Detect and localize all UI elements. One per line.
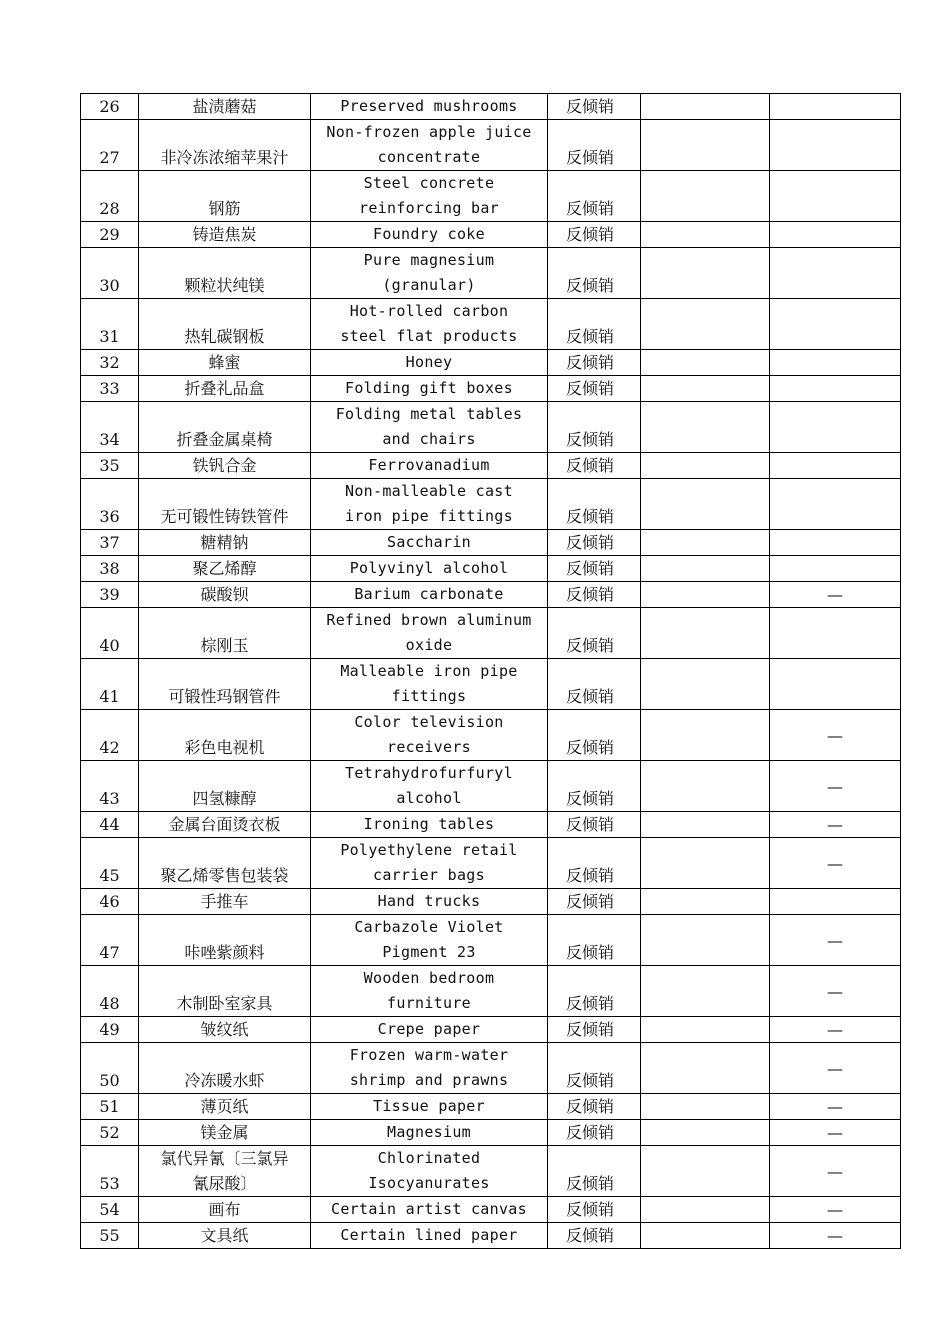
product-name-en-line: Ironing tables [363,815,495,833]
product-name-cn-cell: 铁钒合金 [139,453,311,479]
table-row [81,376,901,402]
table-row [81,171,901,222]
product-name-en-line: furniture [387,994,471,1012]
product-name-en-line: Certain lined paper [340,1226,518,1244]
product-name-cn-cell: 盐渍蘑菇 [139,94,311,120]
column-6-cell: — [770,1197,901,1223]
product-name-en-line: Crepe paper [377,1020,481,1038]
product-name-en-cell [311,889,548,915]
product-name-en-line: Malleable iron pipe [340,662,518,680]
row-number-cell: 36 [81,479,139,530]
column-6-cell: — [770,710,901,761]
case-type-cell: 反倾销 [548,608,641,659]
table-row [81,889,901,915]
case-type-cell: 反倾销 [548,248,641,299]
column-5-cell [641,120,770,171]
row-number-cell: 45 [81,838,139,889]
column-5-cell [641,94,770,120]
product-name-en-cell [311,659,548,710]
column-6-cell [770,120,901,171]
row-number-cell: 37 [81,530,139,556]
column-6-cell: — [770,1120,901,1146]
product-name-en-line: Tetrahydrofurfuryl [345,764,513,782]
product-name-en-line: Saccharin [387,533,471,551]
product-name-en-line: shrimp and prawns [349,1071,509,1089]
product-name-en-line: Color television [354,713,504,731]
product-name-cn-cell: 木制卧室家具 [139,966,311,1017]
case-type-cell: 反倾销 [548,1017,641,1043]
product-name-en-cell [311,1146,548,1197]
product-name-en-cell [311,608,548,659]
case-table [80,93,901,1249]
column-6-cell [770,889,901,915]
row-number-cell: 35 [81,453,139,479]
product-name-en-cell [311,479,548,530]
product-name-cn-cell: 颗粒状纯镁 [139,248,311,299]
product-name-en-line: iron pipe fittings [345,507,513,525]
case-type-cell: 反倾销 [548,94,641,120]
product-name-cn-cell: 画布 [139,1197,311,1223]
product-name-cn-cell: 非冷冻浓缩苹果汁 [139,120,311,171]
case-type-cell: 反倾销 [548,582,641,608]
row-number-cell: 55 [81,1223,139,1249]
product-name-en-line: Non-frozen apple juice [326,123,532,141]
column-6-cell [770,479,901,530]
case-type-cell: 反倾销 [548,838,641,889]
column-6-cell [770,248,901,299]
case-type-cell: 反倾销 [548,915,641,966]
product-name-en-cell [311,582,548,608]
product-name-en-line: Non-malleable cast [345,482,513,500]
product-name-en-line: reinforcing bar [359,199,499,217]
product-name-cn-cell: 四氢糠醇 [139,761,311,812]
case-type-cell: 反倾销 [548,659,641,710]
column-5-cell [641,376,770,402]
product-name-en-line: Ferrovanadium [368,456,490,474]
product-name-en-line: Pure magnesium [363,251,495,269]
product-name-en-line: Preserved mushrooms [340,97,518,115]
case-type-cell: 反倾销 [548,120,641,171]
column-5-cell [641,1094,770,1120]
column-5-cell [641,710,770,761]
product-name-en-cell [311,710,548,761]
product-name-en-line: Steel concrete [363,174,495,192]
column-6-cell [770,171,901,222]
table-row [81,915,901,966]
case-type-cell: 反倾销 [548,402,641,453]
product-name-en-cell [311,838,548,889]
case-type-cell: 反倾销 [548,299,641,350]
product-name-cn-cell: 无可锻性铸铁管件 [139,479,311,530]
column-5-cell [641,838,770,889]
column-5-cell [641,915,770,966]
column-5-cell [641,889,770,915]
product-name-en-line: Hand trucks [377,892,481,910]
table-row [81,659,901,710]
product-name-en-line: Foundry coke [373,225,485,243]
row-number-cell: 41 [81,659,139,710]
product-name-cn-line: 氰尿酸〕 [192,1174,257,1193]
product-name-en-line: receivers [387,738,471,756]
row-number-cell: 51 [81,1094,139,1120]
row-number-cell: 48 [81,966,139,1017]
product-name-cn-line: 氯代异氰〔三氯异 [160,1149,289,1168]
product-name-en-line: steel flat products [340,327,518,345]
product-name-en-line: carrier bags [373,866,485,884]
column-5-cell [641,812,770,838]
product-name-en-line: Magnesium [387,1123,471,1141]
product-name-en-cell [311,556,548,582]
product-name-en-line: Folding metal tables [335,405,523,423]
column-6-cell: — [770,1146,901,1197]
table-row [81,299,901,350]
table-row [81,453,901,479]
row-number-cell: 39 [81,582,139,608]
row-number-cell: 42 [81,710,139,761]
column-6-cell [770,530,901,556]
row-number-cell: 27 [81,120,139,171]
product-name-cn-cell: 蜂蜜 [139,350,311,376]
table-row [81,582,901,608]
product-name-en-line: fittings [391,687,467,705]
case-type-cell: 反倾销 [548,1197,641,1223]
product-name-en-line: Carbazole Violet [354,918,504,936]
column-5-cell [641,222,770,248]
product-name-en-line: Hot-rolled carbon [349,302,509,320]
column-6-cell: — [770,1017,901,1043]
product-name-en-line: concentrate [377,148,481,166]
column-6-cell: — [770,1043,901,1094]
row-number-cell: 32 [81,350,139,376]
table-row [81,248,901,299]
case-type-cell: 反倾销 [548,710,641,761]
case-type-cell: 反倾销 [548,889,641,915]
product-name-en-cell [311,1197,548,1223]
column-5-cell [641,1146,770,1197]
case-type-cell: 反倾销 [548,350,641,376]
case-type-cell: 反倾销 [548,1120,641,1146]
column-6-cell: — [770,761,901,812]
product-name-cn-cell: 折叠金属桌椅 [139,402,311,453]
product-name-en-line: Tissue paper [373,1097,485,1115]
product-name-en-line: Frozen warm-water [349,1046,509,1064]
column-5-cell [641,582,770,608]
column-6-cell: — [770,1094,901,1120]
product-name-en-cell [311,171,548,222]
column-5-cell [641,659,770,710]
product-name-cn-cell: 棕刚玉 [139,608,311,659]
product-name-cn-cell: 手推车 [139,889,311,915]
row-number-cell: 40 [81,608,139,659]
product-name-en-line: (granular) [382,276,476,294]
row-number-cell: 29 [81,222,139,248]
product-name-cn-cell: 热轧碳钢板 [139,299,311,350]
column-5-cell [641,761,770,812]
case-type-cell: 反倾销 [548,171,641,222]
product-name-en-cell [311,222,548,248]
product-name-cn-cell: 镁金属 [139,1120,311,1146]
table-row [81,120,901,171]
case-type-cell: 反倾销 [548,376,641,402]
case-type-cell: 反倾销 [548,1223,641,1249]
column-5-cell [641,1017,770,1043]
product-name-en-cell [311,1120,548,1146]
row-number-cell: 34 [81,402,139,453]
column-6-cell [770,299,901,350]
table-row [81,761,901,812]
product-name-en-line: Isocyanurates [368,1174,490,1192]
row-number-cell: 28 [81,171,139,222]
table-row [81,608,901,659]
case-type-cell: 反倾销 [548,222,641,248]
column-5-cell [641,556,770,582]
table-row [81,94,901,120]
product-name-cn-cell: 铸造焦炭 [139,222,311,248]
product-name-en-line: and chairs [382,430,476,448]
column-5-cell [641,453,770,479]
product-name-cn-cell: 皱纹纸 [139,1017,311,1043]
product-name-cn-cell: 可锻性玛钢管件 [139,659,311,710]
table-row [81,812,901,838]
case-type-cell: 反倾销 [548,812,641,838]
table-row [81,222,901,248]
table-row [81,710,901,761]
row-number-cell: 30 [81,248,139,299]
column-5-cell [641,1197,770,1223]
product-name-en-cell [311,453,548,479]
product-name-cn-cell: 文具纸 [139,1223,311,1249]
column-6-cell [770,402,901,453]
table-row [81,966,901,1017]
product-name-cn-cell: 聚乙烯零售包装袋 [139,838,311,889]
product-name-cn-cell: 薄页纸 [139,1094,311,1120]
product-name-en-cell [311,966,548,1017]
product-name-cn-cell: 彩色电视机 [139,710,311,761]
case-type-cell: 反倾销 [548,966,641,1017]
product-name-en-cell [311,402,548,453]
column-6-cell [770,350,901,376]
product-name-cn-cell: 冷冻暖水虾 [139,1043,311,1094]
table-row [81,402,901,453]
product-name-en-cell [311,1017,548,1043]
column-6-cell [770,453,901,479]
column-5-cell [641,171,770,222]
product-name-en-line: alcohol [396,789,462,807]
column-6-cell: — [770,838,901,889]
product-name-en-cell [311,299,548,350]
case-type-cell: 反倾销 [548,530,641,556]
table-row [81,556,901,582]
row-number-cell: 31 [81,299,139,350]
table-row [81,1223,901,1249]
product-name-en-line: Folding gift boxes [345,379,513,397]
column-6-cell: — [770,582,901,608]
product-name-en-cell [311,761,548,812]
product-name-en-line: Refined brown aluminum [326,611,532,629]
column-5-cell [641,350,770,376]
product-name-en-line: oxide [405,636,453,654]
column-6-cell: — [770,915,901,966]
column-6-cell [770,94,901,120]
column-6-cell: — [770,966,901,1017]
column-5-cell [641,1223,770,1249]
product-name-en-cell [311,1223,548,1249]
column-6-cell [770,556,901,582]
column-5-cell [641,1043,770,1094]
product-name-en-cell [311,1094,548,1120]
product-name-en-cell [311,248,548,299]
column-5-cell [641,608,770,659]
product-name-cn-cell: 钢筋 [139,171,311,222]
product-name-cn-cell: 咔唑紫颜料 [139,915,311,966]
row-number-cell: 26 [81,94,139,120]
table-row [81,1146,901,1197]
product-name-en-cell [311,350,548,376]
product-name-en-line: Polyvinyl alcohol [349,559,509,577]
product-name-en-cell [311,530,548,556]
product-name-en-cell [311,94,548,120]
product-name-en-line: Pigment 23 [382,943,476,961]
row-number-cell: 52 [81,1120,139,1146]
table-row [81,1197,901,1223]
table-body [81,94,901,1249]
column-5-cell [641,530,770,556]
product-name-en-line: Chlorinated [377,1149,481,1167]
row-number-cell: 53 [81,1146,139,1197]
column-5-cell [641,479,770,530]
product-name-cn-cell [139,1146,311,1197]
table-row [81,1120,901,1146]
case-type-cell: 反倾销 [548,1043,641,1094]
table-row [81,350,901,376]
product-name-cn-cell: 金属台面烫衣板 [139,812,311,838]
row-number-cell: 50 [81,1043,139,1094]
product-name-en-cell [311,376,548,402]
case-type-cell: 反倾销 [548,1146,641,1197]
case-type-cell: 反倾销 [548,761,641,812]
table-row [81,530,901,556]
product-name-en-cell [311,915,548,966]
column-5-cell [641,402,770,453]
row-number-cell: 38 [81,556,139,582]
table-row [81,1094,901,1120]
product-name-en-cell [311,120,548,171]
product-name-en-cell [311,1043,548,1094]
column-6-cell [770,659,901,710]
product-name-en-cell [311,812,548,838]
column-6-cell: — [770,812,901,838]
table-row [81,1017,901,1043]
row-number-cell: 33 [81,376,139,402]
case-type-cell: 反倾销 [548,453,641,479]
column-5-cell [641,299,770,350]
row-number-cell: 49 [81,1017,139,1043]
column-5-cell [641,248,770,299]
case-type-cell: 反倾销 [548,556,641,582]
product-name-cn-cell: 碳酸钡 [139,582,311,608]
product-name-cn-cell: 折叠礼品盒 [139,376,311,402]
product-name-en-line: Certain artist canvas [331,1200,527,1218]
column-6-cell [770,608,901,659]
row-number-cell: 46 [81,889,139,915]
case-type-cell: 反倾销 [548,1094,641,1120]
column-6-cell [770,376,901,402]
column-5-cell [641,1120,770,1146]
row-number-cell: 54 [81,1197,139,1223]
product-name-cn-cell: 糖精钠 [139,530,311,556]
column-6-cell: — [770,1223,901,1249]
table-row [81,479,901,530]
case-type-cell: 反倾销 [548,479,641,530]
product-name-en-line: Wooden bedroom [363,969,495,987]
product-name-en-line: Honey [405,353,453,371]
table-row [81,838,901,889]
column-5-cell [641,966,770,1017]
column-6-cell [770,222,901,248]
product-name-cn-cell: 聚乙烯醇 [139,556,311,582]
product-name-en-line: Barium carbonate [354,585,504,603]
product-name-en-line: Polyethylene retail [340,841,518,859]
table-row [81,1043,901,1094]
row-number-cell: 44 [81,812,139,838]
row-number-cell: 47 [81,915,139,966]
row-number-cell: 43 [81,761,139,812]
